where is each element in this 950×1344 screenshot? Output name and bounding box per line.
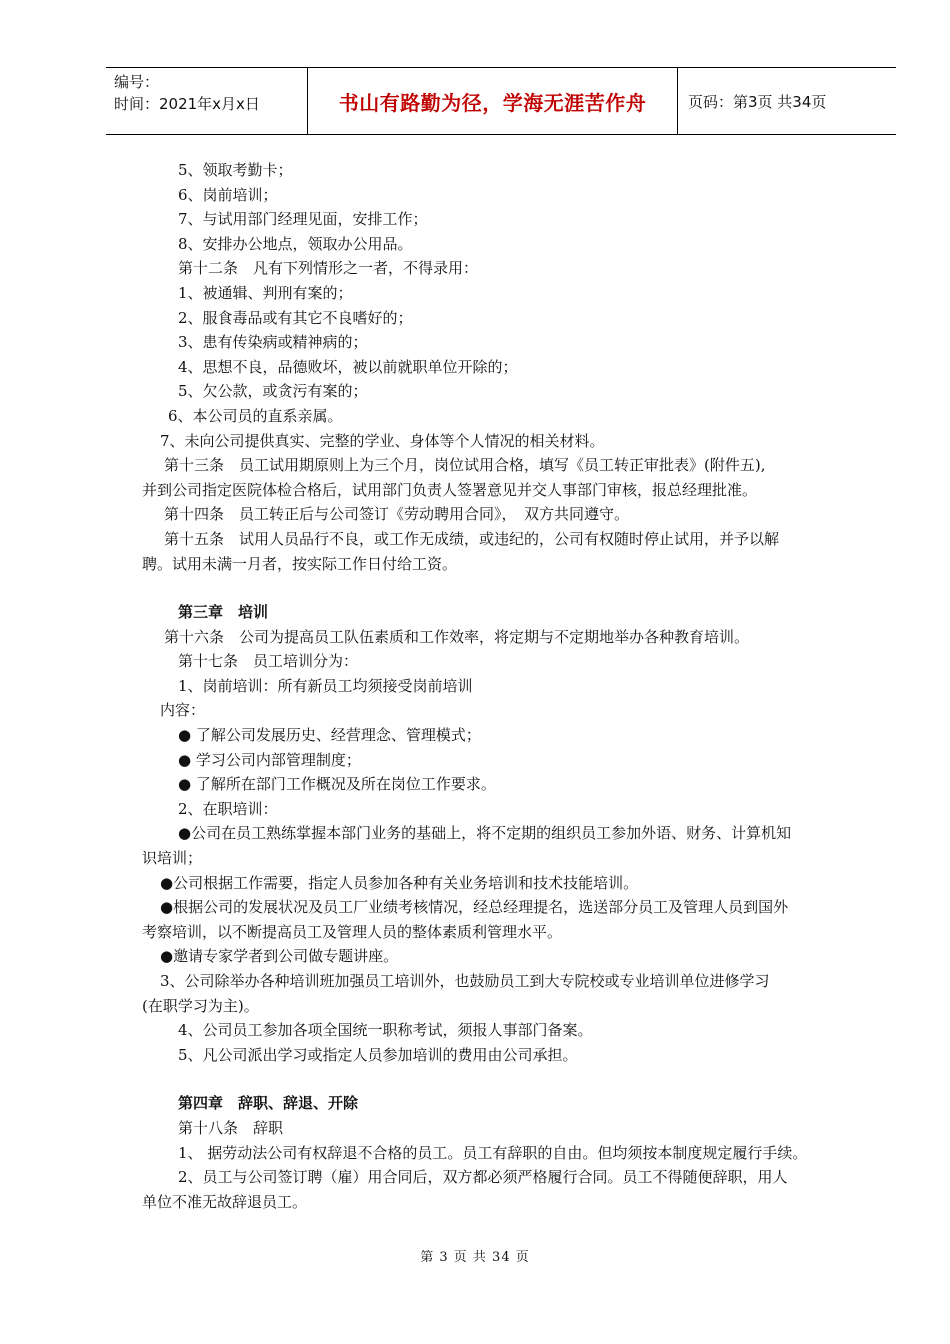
- body-line: 第十四条 员工转正后与公司签订《劳动聘用合同》， 双方共同遵守。: [164, 505, 630, 524]
- body-line: ●公司根据工作需要，指定人员参加各种有关业务培训和技术技能培训。: [160, 873, 639, 892]
- document-number-label: 编号：: [114, 73, 160, 91]
- body-line: 第十二条 凡有下列情形之一者，不得录用：: [178, 259, 479, 278]
- body-line: ●公司在员工熟练掌握本部门业务的基础上，将不定期的组织员工参加外语、财务、计算机知: [178, 824, 792, 843]
- body-line: 第十五条 试用人员品行不良，或工作无成绩，或违纪的，公司有权随时停止试用，并予以解: [164, 529, 780, 548]
- body-line: ● 了解公司发展历史、经营理念、管理模式；: [178, 726, 481, 745]
- body-line: 5、欠公款，或贪污有案的；: [178, 382, 368, 401]
- body-line: 8、安排办公地点，领取办公用品。: [178, 234, 413, 253]
- body-line: 并到公司指定医院体检合格后，试用部门负责人签署意见并交人事部门审核，报总经理批准。: [142, 480, 758, 499]
- body-line: 1、被通辑、判刑有案的；: [178, 283, 353, 302]
- body-line: 考察培训，以不断提高员工及管理人员的整体素质利管理水平。: [142, 922, 563, 941]
- body-line: 5、领取考勤卡；: [178, 161, 293, 179]
- body-line: 单位不准无故辞退员工。: [142, 1192, 308, 1211]
- document-date-label: 时间：2021年x月x日: [114, 95, 260, 113]
- body-line: ● 学习公司内部管理制度；: [178, 750, 361, 769]
- paragraph-gap: [142, 1067, 862, 1091]
- chapter-heading: 第四章 辞职、辞退、开除: [178, 1094, 359, 1113]
- body-line: 聘。试用未满一月者，按实际工作日付给工资。: [142, 554, 458, 573]
- body-line: 4、公司员工参加各项全国统一职称考试，须报人事部门备案。: [178, 1021, 593, 1040]
- body-line: 第十八条 辞职: [178, 1118, 284, 1137]
- body-line: 第十三条 员工试用期原则上为三个月，岗位试用合格，填写《员工转正审批表》(附件五),: [164, 456, 766, 475]
- body-line: 7、与试用部门经理见面，安排工作；: [178, 210, 428, 229]
- body-line: 2、在职培训：: [178, 799, 278, 818]
- body-line: 2、员工与公司签订聘（雇）用合同后，双方都必须严格履行合同。员工不得随便辞职，用人: [178, 1168, 788, 1187]
- header-page-indicator: 页码：第3页 共34页: [688, 92, 827, 111]
- body-line: 3、患有传染病或精神病的；: [178, 333, 368, 352]
- body-line: 内容：: [160, 701, 206, 720]
- body-line: 3、公司除举办各种培训班加强员工培训外，也鼓励员工到大专院校或专业培训单位进修学习: [160, 972, 770, 990]
- header-meta: [106, 68, 308, 134]
- body-line: ● 了解所在部门工作概况及所在岗位工作要求。: [178, 775, 496, 794]
- body-line: 2、服食毒品或有其它不良嗜好的；: [178, 308, 413, 327]
- body-line: 5、凡公司派出学习或指定人员参加培训的费用由公司承担。: [178, 1045, 578, 1064]
- body-line: 1、 据劳动法公司有权辞退不合格的员工。员工有辞职的自由。但均须按本制度规定履行手续。: [178, 1143, 808, 1162]
- body-line: 第十六条 公司为提高员工队伍素质和工作效率，将定期与不定期地举办各种教育培训。: [164, 627, 750, 646]
- body-line: 6、岗前培训；: [178, 185, 278, 204]
- body-line: 7、未向公司提供真实、完整的学业、身体等个人情况的相关材料。: [160, 431, 605, 450]
- page-header: [106, 67, 896, 135]
- header-motto: 书山有路勤为径，学海无涯苦作舟: [308, 68, 678, 134]
- chapter-heading: 第三章 培训: [178, 603, 269, 622]
- body-line: 识培训；: [142, 849, 203, 868]
- document-body: [142, 158, 862, 1214]
- page-footer: 第 3 页 共 34 页: [420, 1250, 530, 1265]
- body-line: 6、本公司员的直系亲属。: [168, 406, 343, 425]
- body-line: ●邀请专家学者到公司做专题讲座。: [160, 947, 399, 966]
- body-line: (在职学习为主)。: [142, 996, 259, 1015]
- paragraph-gap: [142, 576, 862, 600]
- body-line: 4、思想不良，品德败坏，被以前就职单位开除的；: [178, 357, 518, 376]
- body-line: 第十七条 员工培训分为：: [178, 652, 359, 671]
- body-line: ●根据公司的发展状况及员工厂业绩考核情况，经总经理提名，选送部分员工及管理人员到国外: [160, 898, 789, 917]
- body-line: 1、岗前培训：所有新员工均须接受岗前培训: [178, 676, 473, 695]
